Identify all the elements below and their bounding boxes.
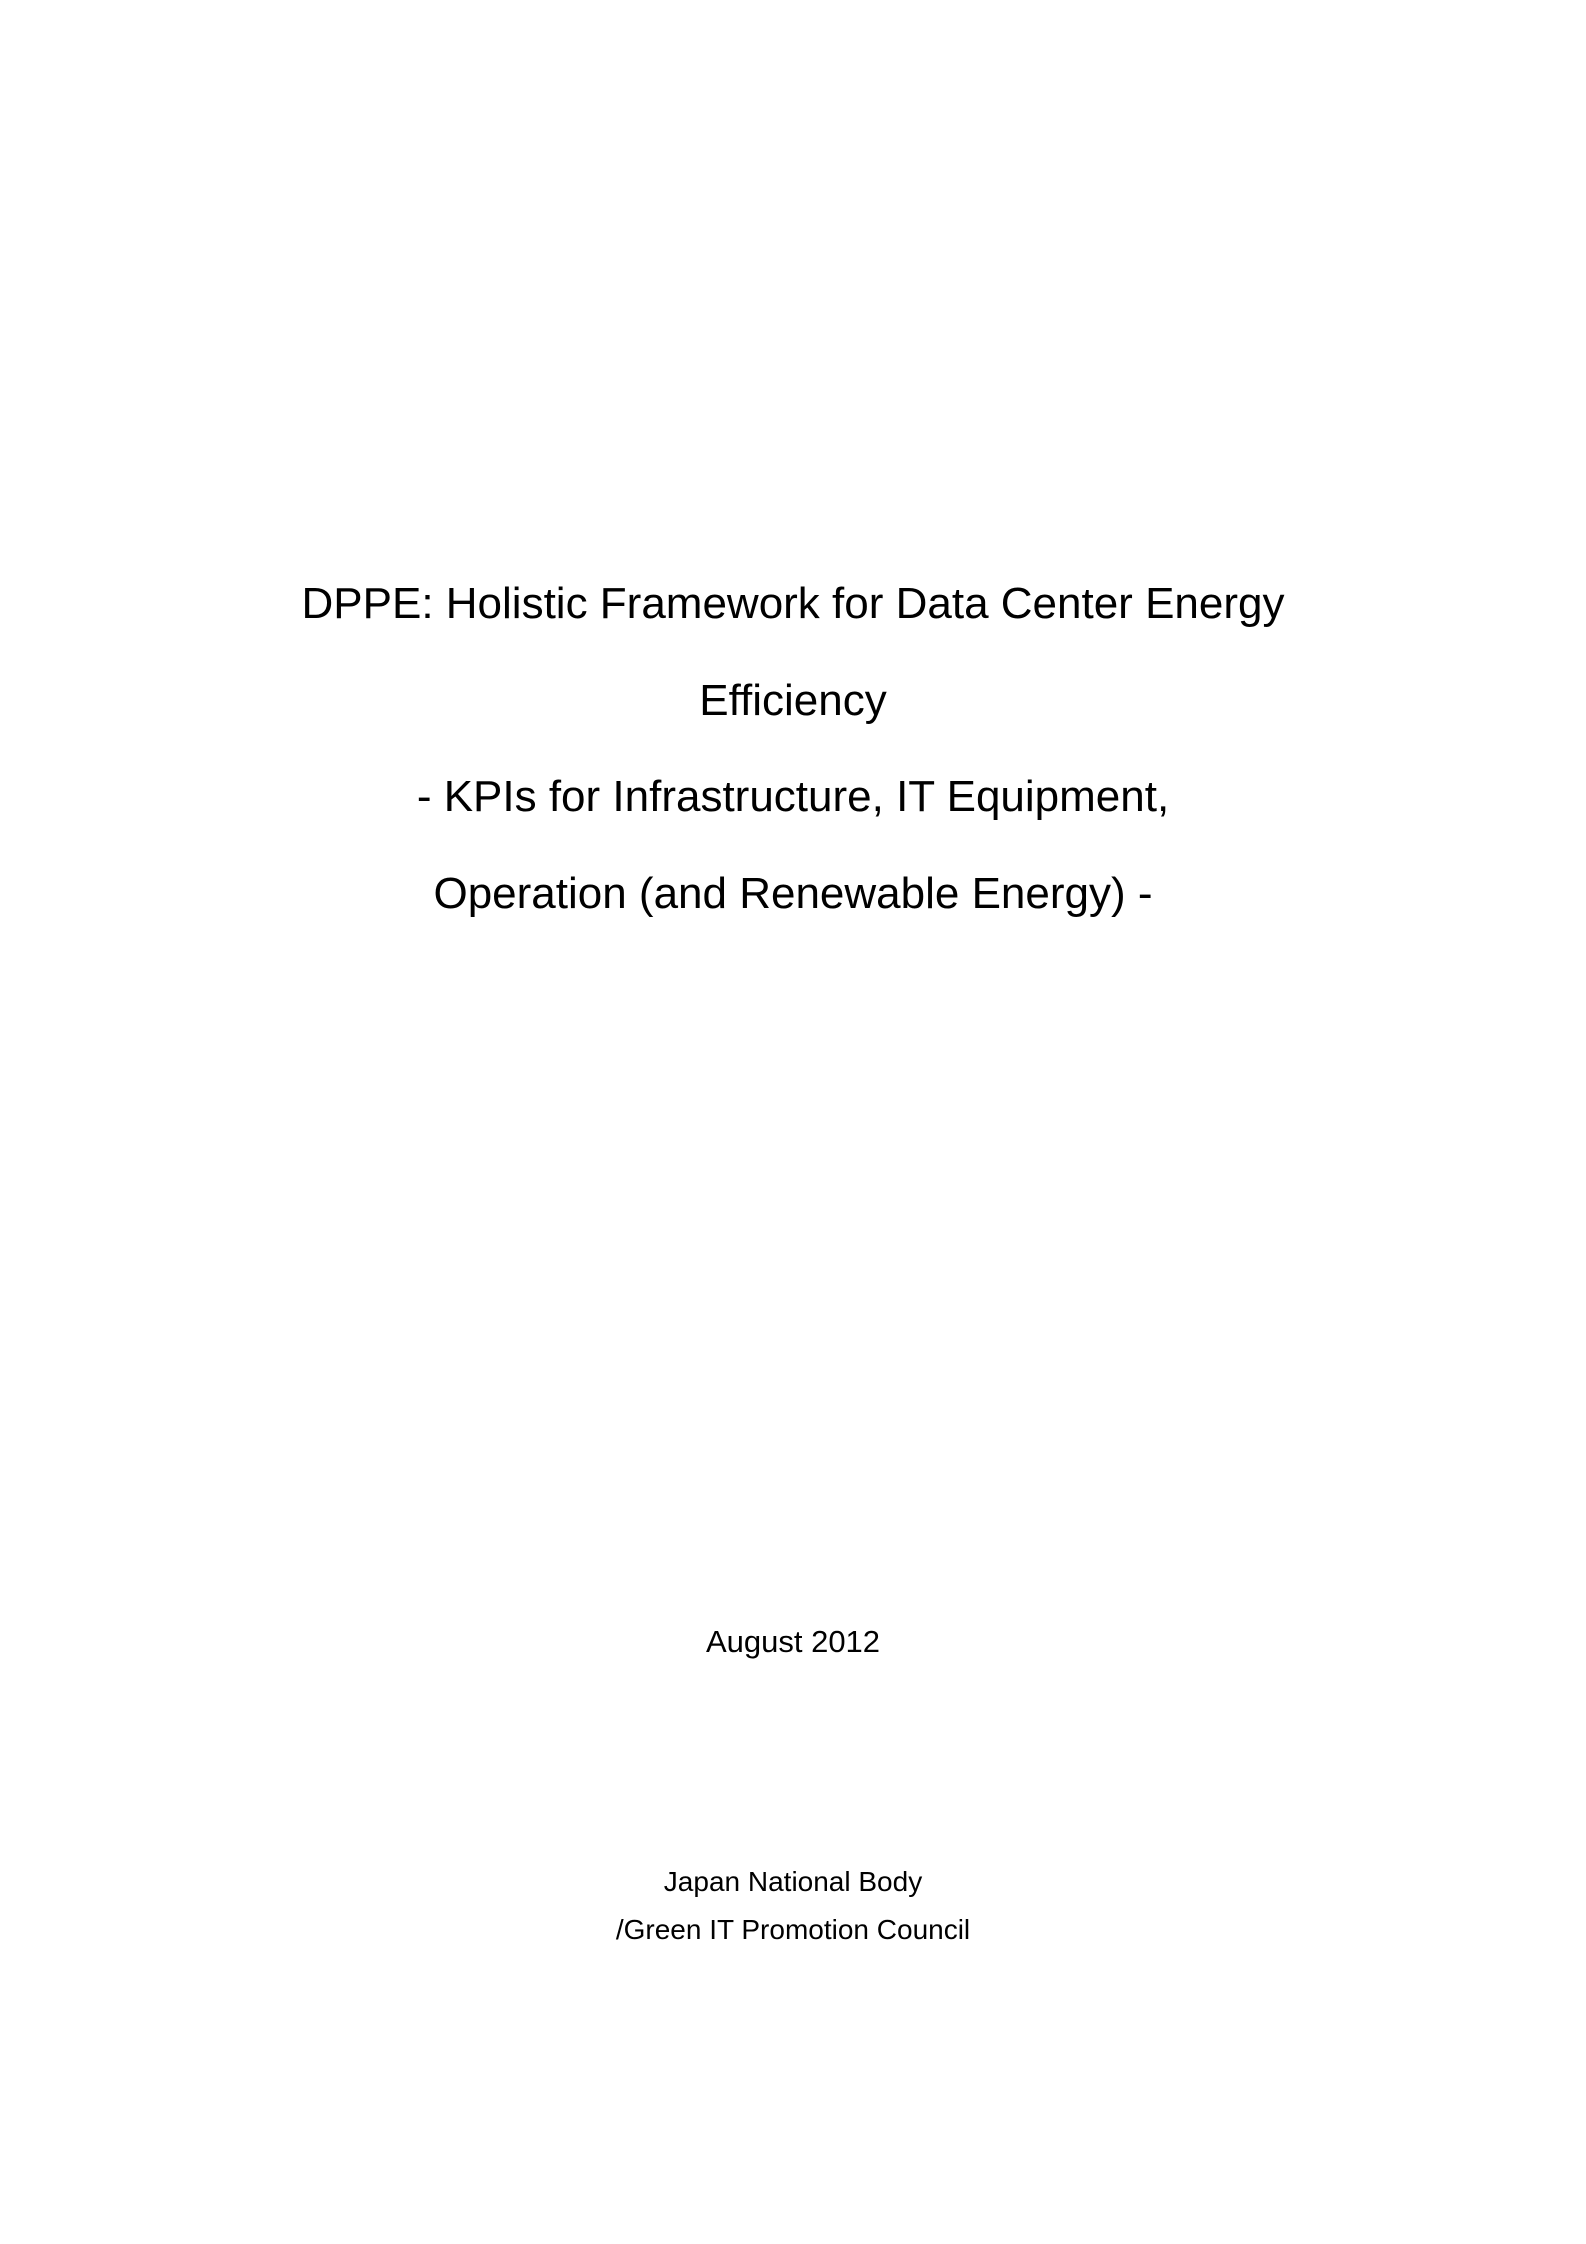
title-line-1: DPPE: Holistic Framework for Data Center Energy <box>301 579 1285 628</box>
organization-line-1: Japan National Body <box>663 1866 923 1897</box>
publication-date: August 2012 <box>705 1624 881 1659</box>
subtitle-line-1: - KPIs for Infrastructure, IT Equipment, <box>416 772 1170 821</box>
organization-line-2: /Green IT Promotion Council <box>615 1914 971 1945</box>
title-line-2: Efficiency <box>699 676 887 725</box>
subtitle-line-2: Operation (and Renewable Energy) - <box>433 869 1153 918</box>
